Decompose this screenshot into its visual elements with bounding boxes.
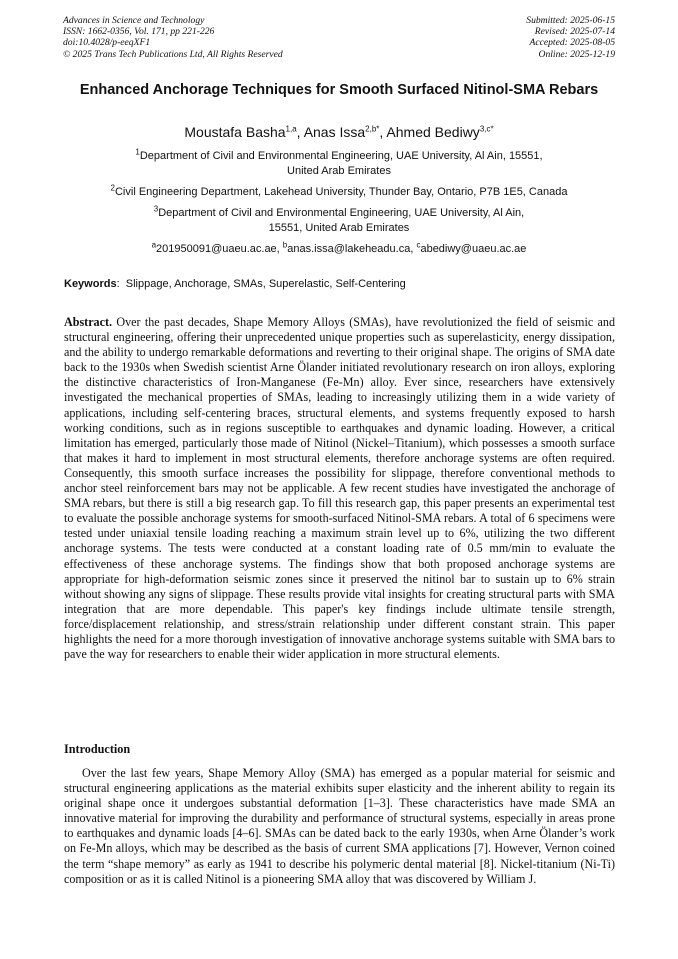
author-sup: 2,b* — [365, 124, 380, 134]
email-list — [63, 242, 615, 257]
accepted-date: Accepted: 2025-08-05 — [529, 37, 615, 49]
introduction-heading: Introduction — [64, 742, 131, 756]
abstract-label: Abstract. — [64, 315, 113, 329]
affiliation-1 — [63, 149, 615, 179]
affiliation-line: United Arab Emirates — [287, 165, 391, 177]
keywords-text: Slippage, Anchorage, SMAs, Superelastic, Self-Centering — [125, 278, 406, 290]
paper-title: Enhanced Anchorage Techniques for Smooth Surfaced Nitinol-SMA Rebars — [79, 82, 599, 98]
online-date: Online: 2025-12-19 — [538, 48, 615, 60]
abstract — [64, 315, 615, 662]
journal-name: Advances in Science and Technology — [63, 15, 205, 26]
journal-header — [63, 15, 615, 60]
keywords-label: Keywords — [64, 278, 117, 290]
author-name: Anas Issa — [303, 124, 366, 140]
affiliation-line: Department of Civil and Environmental Engineering, UAE University, Al Ain, — [158, 207, 525, 219]
author-name: Moustafa Basha — [184, 124, 286, 140]
doi-line: doi:10.4028/p-eeqXF1 — [63, 37, 151, 49]
revised-date: Revised: 2025-07-14 — [534, 26, 615, 38]
abstract-text: Over the past decades, Shape Memory Alloys (SMAs), have revolutionized the field of seismic and structural engineering, offering their unprecedented unique properties such as superelasticity, energy dissipation, and the ability to undergo remarkable deformations and reverting to their original shape. The origins of SMA date back to the 1930s when Swedish scientist Arne Ölander initiated revolutionary research on iron alloys, exploring the distinctive characteristics of Iron-Manganese (Fe-Mn) alloy. Ever since, researchers have extensively investigated the mechanical properties of SMAs, leading to increasingly utilizing them in a wide variety of applications, including self-centering braces, structural elements, and systems frequently exposed to harsh working conditions, such as in regions susceptible to earthquakes and dynamic loading. However, a critical limitation has emerged, particularly those made of Nitinol (Nickel–Titanium), which possesses a smooth surface that makes it hard to implement in most structural elements, therefore anchorage systems are often required. Consequently, this smooth surface increases the possibility for slippage, therefore conventional methods to anchor steel reinforcement bars may not be applicable. A few recent studies have investigated the anchorage of SMA rebars, but there is still a big research gap. To fill this research gap, this paper presents an experimental test to evaluate the possible anchorage systems for smooth-surfaced Nitinol-SMA rebars. A total of 6 specimens were tested under uniaxial tensile loading reaching a maximum strain level up to 6%, utilizing the two different anchorage systems. The tests were conducted at a constant loading rate of 0.5 mm/min to evaluate the effectiveness of these anchorage systems. The findings show that both proposed anchorage systems are appropriate for high-deformation seismic zones since it preserved the nitinol bar to sustain up to 6% strain without showing any signs of slippage. These results provide vital insights for creating structural parts with SMA integration that are more dependable. This paper's key findings include ultimate tensile strength, force/displacement relationship, and stress/strain relationship under different constant strain. This paper highlights the need for a more thorough investigation of innovative anchorage systems suitable with SMA bars to pave the way for researchers to enable their wider application in more structural elements. — [64, 315, 615, 662]
email-link[interactable]: anas.issa@lakeheadu.ca, — [287, 243, 414, 255]
affiliation-3 — [63, 206, 615, 236]
author-list: Moustafa Basha$^{1,a}$, Anas Issa$^{2,b*}$, Ahmed Bediwy$^{3,c*}$ — [184, 124, 494, 140]
affiliation-sup: 3 — [153, 204, 159, 214]
affiliation-sup: 1 — [135, 147, 140, 157]
affiliation-line: Civil Engineering Department, Lakehead University, Thunder Bay, Ontario, P7B 1E5, Canada — [114, 186, 568, 198]
author-sup: 1,a — [285, 124, 297, 134]
affiliation-2 — [63, 185, 615, 200]
author-sup: 3,c* — [479, 124, 494, 134]
email-link[interactable]: abediwy@uaeu.ac.ae — [420, 243, 527, 255]
email-sup: c — [416, 240, 421, 250]
author-name: Ahmed Bediwy — [386, 124, 480, 140]
affiliation-line: 15551, United Arab Emirates — [268, 222, 410, 234]
affiliation-line: Department of Civil and Environmental Engineering, UAE University, Al Ain, 15551, — [139, 150, 543, 162]
email-sup: b — [282, 240, 288, 250]
keywords-line: Keywords: Slippage, Anchorage, SMAs, Superelastic, Self-Centering — [64, 278, 406, 290]
affiliation-sup: 2 — [110, 183, 115, 193]
issn-line: ISSN: 1662-0356, Vol. 171, pp 221-226 — [63, 26, 215, 38]
email-sup: a — [151, 240, 157, 250]
email-link[interactable]: 201950091@uaeu.ac.ae, — [156, 243, 280, 255]
journal-info — [63, 15, 283, 60]
dates-info — [526, 15, 615, 60]
introduction-paragraph: Over the last few years, Shape Memory Alloy (SMA) has emerged as a popular material for seismic and structural engineering applications as the material exhibits super elasticity and the inherent ability to regain its original shape once it undergoes substantial deformation [1–3]. These characteristics have made SMA an innovative material for improving the durability and performance of structural systems, especially in areas prone to earthquakes and dynamic loads [4–6]. SMAs can be dated back to the early 1930s, when Arne Ölander’s work on Fe-Mn alloys, which may be described as the basis of current SMA applications [7]. However, Vernon coined the term “shape memory” as early as 1941 to describe his polymeric dental material [8]. Nickel-titanium (Ni-Ti) composition or as it is called Nitinol is a pioneering SMA alloy that was discovered by William J. — [64, 766, 615, 886]
submitted-date: Submitted: 2025-06-15 — [526, 15, 615, 26]
copyright-line: © 2025 Trans Tech Publications Ltd, All Rights Reserved — [63, 48, 283, 60]
